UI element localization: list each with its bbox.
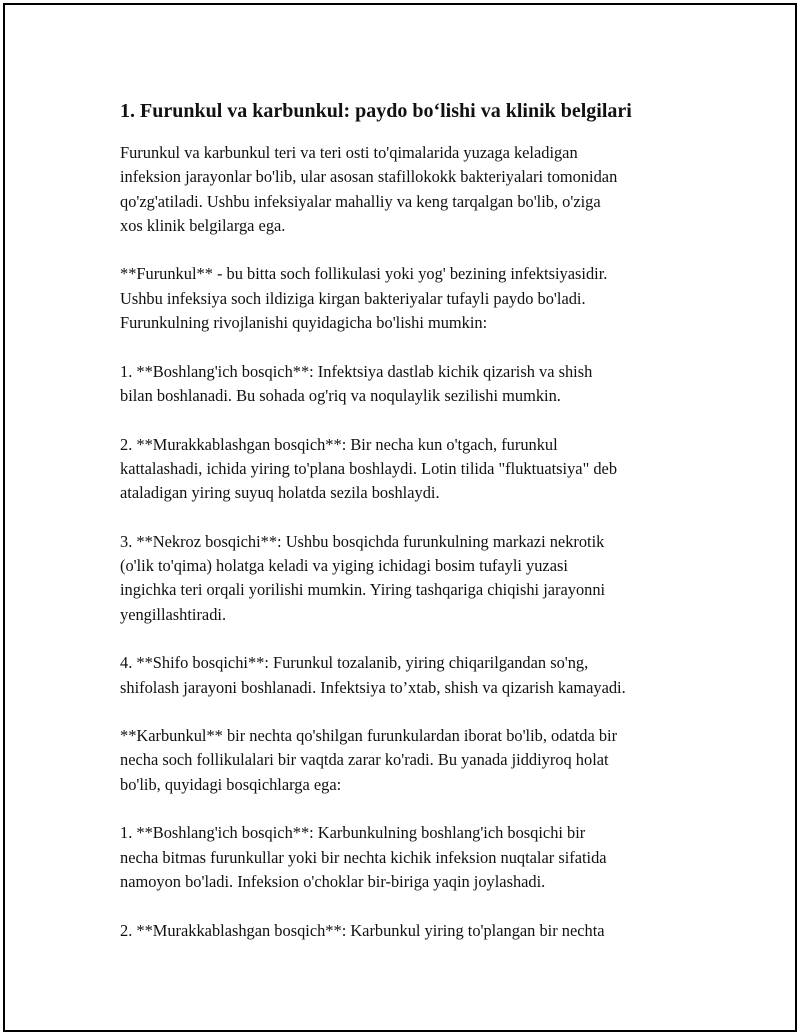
text-line: shifolash jarayoni boshlanadi. Infektsiya to’xtab, shish va qizarish kamayadi.: [120, 677, 626, 697]
document-page: [3, 3, 797, 1032]
text-line: **Furunkul** - bu bitta soch follikulasi yoki yog' bezining infektsiyasidir.: [120, 264, 608, 284]
text-line: Furunkulning rivojlanishi quyidagicha bo'lishi mumkin:: [120, 313, 488, 333]
text-line: bo'lib, quyidagi bosqichlarga ega:: [120, 774, 342, 794]
text-line: necha soch follikulalari bir vaqtda zarar ko'radi. Bu yanada jiddiyroq holat: [120, 750, 609, 770]
text-line: necha bitmas furunkullar yoki bir nechta kichik infeksion nuqtalar sifatida: [120, 847, 607, 867]
text-line: (o'lik to'qima) holatga keladi va yiging ichidagi bosim tufayli yuzasi: [120, 556, 568, 576]
text-line: 2. **Murakkablashgan bosqich**: Karbunkul yiring to'plangan bir nechta: [120, 920, 605, 940]
paragraph-furunkul-stage-2: [120, 433, 680, 506]
text-line: ingichka teri orqali yorilishi mumkin. Yiring tashqariga chiqishi jarayonni: [120, 580, 606, 600]
text-line: 2. **Murakkablashgan bosqich**: Bir necha kun o'tgach, furunkul: [120, 434, 558, 454]
text-line: qo'zg'atiladi. Ushbu infeksiyalar mahalliy va keng tarqalgan bo'lib, o'ziga: [120, 191, 601, 211]
text-line: 1. **Boshlang'ich bosqich**: Infektsiya dastlab kichik qizarish va shish: [120, 361, 593, 381]
document-title: 1. Furunkul va karbunkul: paydo bo‘lishi va klinik belgilari: [120, 100, 632, 122]
paragraph-intro: [120, 141, 680, 238]
paragraph-furunkul-stage-3: [120, 530, 680, 627]
text-line: ataladigan yiring suyuq holatda sezila boshlaydi.: [120, 483, 440, 503]
text-line: kattalashadi, ichida yiring to'plana boshlaydi. Lotin tilida "fluktuatsiya" deb: [120, 458, 618, 478]
text-line: infeksion jarayonlar bo'lib, ular asosan stafillokokk bakteriyalari tomonidan: [120, 167, 618, 187]
paragraph-furunkul-stage-1: [120, 360, 680, 409]
text-line: bilan boshlanadi. Bu sohada og'riq va noqulaylik sezilishi mumkin.: [120, 385, 561, 405]
paragraph-karbunkul-stage-1: [120, 821, 680, 894]
paragraph-furunkul-definition: [120, 262, 680, 335]
paragraph-furunkul-stage-4: [120, 651, 680, 700]
text-line: yengillashtiradi.: [120, 604, 227, 624]
paragraph-karbunkul-stage-2: [120, 919, 680, 943]
text-line: xos klinik belgilarga ega.: [120, 215, 286, 235]
text-line: **Karbunkul** bir nechta qo'shilgan furunkulardan iborat bo'lib, odatda bir: [120, 726, 618, 746]
text-line: Furunkul va karbunkul teri va teri osti to'qimalarida yuzaga keladigan: [120, 143, 578, 162]
text-line: 1. **Boshlang'ich bosqich**: Karbunkulning boshlang'ich bosqichi bir: [120, 823, 586, 843]
text-line: 3. **Nekroz bosqichi**: Ushbu bosqichda furunkulning markazi nekrotik: [120, 531, 605, 551]
text-line: namoyon bo'ladi. Infeksion o'choklar bir-biriga yaqin joylashadi.: [120, 871, 546, 891]
document-content: [120, 97, 680, 967]
text-line: 4. **Shifo bosqichi**: Furunkul tozalanib, yiring chiqarilgandan so'ng,: [120, 653, 589, 673]
text-line: Ushbu infeksiya soch ildiziga kirgan bakteriyalar tufayli paydo bo'ladi.: [120, 288, 586, 308]
paragraph-karbunkul-definition: [120, 724, 680, 797]
